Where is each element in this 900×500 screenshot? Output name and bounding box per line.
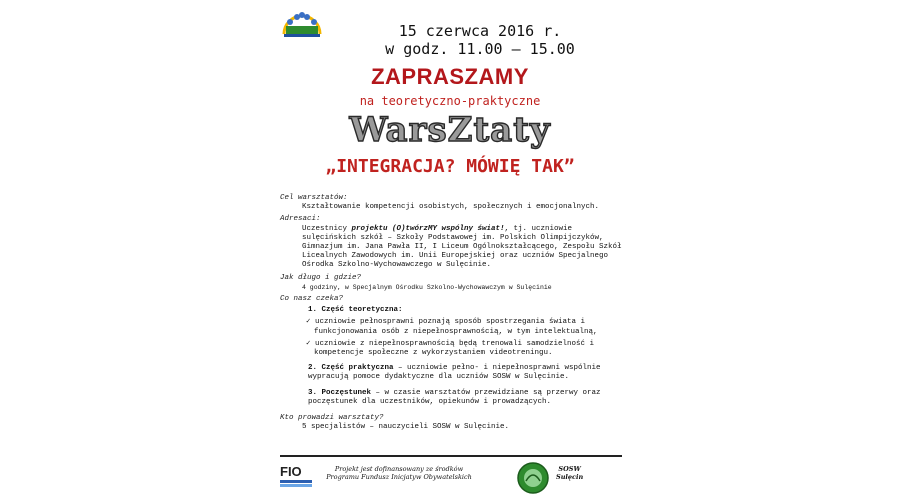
part2-text: – uczniowie pełno- i niepełnosprawni wspólnie wypracują pomoce dydaktyczne dla uczniów SOSW w Sulęcinie.: [308, 364, 601, 382]
audience-post: , tj. uczniowie sulęcińskich szkół – Szkoły Podstawowej im. Polskich Olimpijczyków, Gimnazjum im. Jana Pawła II, I Liceum Ogólnokształcącego, Zespołu Szkół Licealnych Zawodowych im. Unii Europejskiej oraz uczniów Specjalnego Ośrodka Szkolno-Wychowawczego w Sulęcinie.: [302, 224, 622, 270]
goal-text: Kształtowanie kompetencji osobistych, społecznych i emocjonalnych.: [302, 203, 600, 212]
sosw-name: SOSW: [558, 465, 581, 473]
funding-text: Projekt jest dofinansowany ze środków Programu Fundusz Inicjatyw Obywatelskich: [326, 465, 472, 481]
part3: [280, 389, 622, 407]
date-line: 15 czerwca 2016 r.: [398, 22, 562, 40]
where-label: Jak długo i gdzie?: [280, 273, 362, 282]
event-date: [330, 22, 630, 58]
workshop-title: „INTEGRACJA? MÓWIĘ TAK”: [325, 156, 575, 177]
where-text: 4 godziny, w Specjalnym Ośrodku Szkolno-Wychowawczym w Sulęcinie: [302, 283, 552, 291]
audience-pre: Uczestnicy: [302, 224, 352, 233]
invite-subtitle: na teoretyczno-praktyczne: [359, 94, 541, 108]
fio-logo: [280, 465, 316, 493]
school-logo-icon: [280, 4, 324, 40]
check-item-2: ✓ uczniowie z niepełnosprawnością będą trenowali samodzielność i kompetencje społeczne z wykorzystaniem videotreningu.: [306, 339, 595, 358]
sosw-city: Sulęcin: [556, 473, 584, 481]
sosw-text: [556, 465, 583, 481]
part2: [280, 364, 622, 382]
part3-title: 3. Poczęstunek: [308, 388, 372, 397]
expect-label: Co nasz czeka?: [280, 295, 344, 304]
goal-label: Cel warsztatów:: [280, 194, 348, 202]
fio-logo-bar2-icon: [280, 484, 312, 487]
poster-content: [280, 191, 622, 432]
fio-logo-bar-icon: [280, 480, 312, 483]
invite-heading: ZAPRASZAMY: [371, 64, 529, 89]
time-line: w godz. 11.00 – 15.00: [385, 40, 575, 58]
part2-title: 2. Część praktyczna: [308, 364, 394, 373]
main-title: WarsZtaty: [349, 110, 551, 150]
audience-text: [280, 225, 622, 271]
check-item-1: ✓ uczniowie pełnosprawni poznają sposób spostrzegania świata i funkcjonowania osób z niepełnosprawnością, w tym intelektualną,: [306, 318, 598, 336]
poster: [270, 0, 630, 500]
audience-label: Adresaci:: [280, 215, 321, 224]
part1-title: 1. Część teoretyczna:: [308, 306, 403, 315]
sosw-logo-icon: [516, 461, 550, 495]
who-label: Kto prowadzi warsztaty?: [280, 414, 384, 423]
poster-footer: [280, 455, 622, 499]
fio-logo-text: FIO: [280, 464, 302, 479]
audience-project: projektu (O)twórzMY wspólny świat!: [351, 224, 505, 233]
part3-text: – w czasie warsztatów przewidziane są przerwy oraz poczęstunek dla uczestników, opiekunów i prowadzących.: [308, 388, 601, 406]
who-text: 5 specjalistów – nauczycieli SOSW w Sulęcinie.: [302, 423, 510, 432]
